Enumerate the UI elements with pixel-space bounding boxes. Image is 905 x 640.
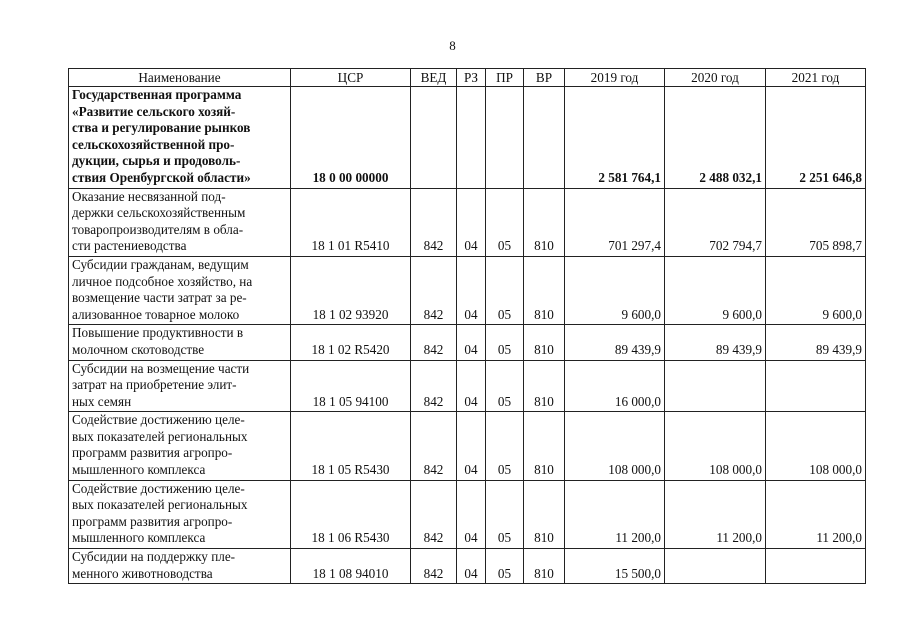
csr-cell: 18 0 00 00000 [291, 87, 411, 189]
program-name-line: менного животноводства [72, 565, 213, 581]
amount-2020-cell [665, 549, 766, 584]
amount-2021-cell [766, 549, 866, 584]
table-row [69, 188, 866, 256]
program-name-line: Повышение продуктивности в [72, 325, 244, 341]
amount-2020-cell: 89 439,9 [665, 325, 766, 360]
csr-cell: 18 1 01 R5410 [291, 188, 411, 256]
csr-cell: 18 1 06 R5430 [291, 480, 411, 548]
amount-2020-cell: 108 000,0 [665, 412, 766, 480]
vr-cell: 810 [524, 325, 565, 360]
ved-cell: 842 [411, 549, 457, 584]
table-row [69, 412, 866, 480]
program-name-line: ных семян [72, 393, 132, 409]
program-name-line: программ развития агропро- [72, 445, 233, 461]
pr-cell: 05 [486, 360, 524, 412]
vr-cell [524, 87, 565, 189]
amount-2021-cell: 108 000,0 [766, 412, 866, 480]
vr-cell: 810 [524, 360, 565, 412]
amount-2020-cell: 9 600,0 [665, 256, 766, 324]
csr-cell: 18 1 02 R5420 [291, 325, 411, 360]
vr-cell: 810 [524, 480, 565, 548]
program-name-line: держки сельскохозяйственным [72, 205, 246, 221]
program-name-cell [69, 480, 291, 548]
program-name-cell [69, 87, 291, 189]
header-2020: 2020 год [665, 69, 766, 87]
program-name-line: сти растениеводства [72, 238, 187, 254]
rz-cell: 04 [457, 480, 486, 548]
table-row [69, 549, 866, 584]
program-name-line: сельскохозяйственной про- [72, 136, 235, 152]
csr-cell: 18 1 08 94010 [291, 549, 411, 584]
amount-2021-cell: 89 439,9 [766, 325, 866, 360]
rz-cell: 04 [457, 256, 486, 324]
program-name-line: Субсидии гражданам, ведущим [72, 256, 249, 272]
rz-cell: 04 [457, 412, 486, 480]
program-name-line: ализованное товарное молоко [72, 306, 240, 322]
program-name-line: затрат на приобретение элит- [72, 377, 237, 393]
csr-cell: 18 1 05 R5430 [291, 412, 411, 480]
program-name-cell [69, 256, 291, 324]
amount-2021-cell [766, 360, 866, 412]
ved-cell: 842 [411, 256, 457, 324]
header-2019: 2019 год [565, 69, 665, 87]
amount-2019-cell: 9 600,0 [565, 256, 665, 324]
program-name-line: личное подсобное хозяйство, на [72, 273, 253, 289]
vr-cell: 810 [524, 188, 565, 256]
table-row [69, 360, 866, 412]
pr-cell: 05 [486, 325, 524, 360]
pr-cell: 05 [486, 549, 524, 584]
pr-cell: 05 [486, 480, 524, 548]
ved-cell: 842 [411, 360, 457, 412]
amount-2020-cell: 702 794,7 [665, 188, 766, 256]
table-row [69, 87, 866, 189]
program-name-line: молочном скотоводстве [72, 341, 205, 357]
program-name-line: «Развитие сельского хозяй- [72, 103, 236, 119]
header-pr: ПР [486, 69, 524, 87]
program-name-line: Содействие достижению целе- [72, 412, 245, 428]
program-name-line: программ развития агропро- [72, 513, 233, 529]
pr-cell: 05 [486, 412, 524, 480]
program-name-line: Оказание несвязанной под- [72, 188, 226, 204]
vr-cell: 810 [524, 412, 565, 480]
amount-2020-cell: 2 488 032,1 [665, 87, 766, 189]
csr-cell: 18 1 05 94100 [291, 360, 411, 412]
rz-cell: 04 [457, 188, 486, 256]
pr-cell [486, 87, 524, 189]
program-name-cell [69, 549, 291, 584]
table-row [69, 480, 866, 548]
rz-cell: 04 [457, 360, 486, 412]
program-name-line: вых показателей региональных [72, 497, 248, 513]
ved-cell: 842 [411, 412, 457, 480]
header-2021: 2021 год [766, 69, 866, 87]
amount-2019-cell: 108 000,0 [565, 412, 665, 480]
amount-2020-cell: 11 200,0 [665, 480, 766, 548]
vr-cell: 810 [524, 549, 565, 584]
header-csr: ЦСР [291, 69, 411, 87]
ved-cell: 842 [411, 325, 457, 360]
program-name-line: Содействие достижению целе- [72, 480, 245, 496]
ved-cell [411, 87, 457, 189]
amount-2019-cell: 15 500,0 [565, 549, 665, 584]
amount-2019-cell: 2 581 764,1 [565, 87, 665, 189]
rz-cell [457, 87, 486, 189]
program-name-line: мышленного комплекса [72, 462, 206, 478]
ved-cell: 842 [411, 480, 457, 548]
header-vr: ВР [524, 69, 565, 87]
table-row [69, 256, 866, 324]
amount-2021-cell: 705 898,7 [766, 188, 866, 256]
amount-2021-cell: 11 200,0 [766, 480, 866, 548]
program-name-line: ства и регулирование рынков [72, 120, 251, 136]
table-body [69, 87, 866, 584]
header-rz: РЗ [457, 69, 486, 87]
amount-2021-cell: 9 600,0 [766, 256, 866, 324]
program-name-cell [69, 325, 291, 360]
header-ved: ВЕД [411, 69, 457, 87]
amount-2020-cell [665, 360, 766, 412]
amount-2021-cell: 2 251 646,8 [766, 87, 866, 189]
program-name-line: Государственная программа [72, 87, 242, 102]
rz-cell: 04 [457, 549, 486, 584]
program-name-line: дукции, сырья и продоволь- [72, 153, 241, 169]
program-name-line: Субсидии на поддержку пле- [72, 549, 236, 565]
rz-cell: 04 [457, 325, 486, 360]
budget-table [68, 68, 866, 584]
program-name-cell [69, 188, 291, 256]
vr-cell: 810 [524, 256, 565, 324]
pr-cell: 05 [486, 256, 524, 324]
amount-2019-cell: 11 200,0 [565, 480, 665, 548]
csr-cell: 18 1 02 93920 [291, 256, 411, 324]
amount-2019-cell: 16 000,0 [565, 360, 665, 412]
program-name-line: возмещение части затрат за ре- [72, 290, 247, 306]
ved-cell: 842 [411, 188, 457, 256]
program-name-line: Субсидии на возмещение части [72, 360, 250, 376]
program-name-line: мышленного комплекса [72, 530, 206, 546]
program-name-line: ствия Оренбургской области» [72, 169, 251, 185]
program-name-line: товаропроизводителям в обла- [72, 221, 244, 237]
amount-2019-cell: 89 439,9 [565, 325, 665, 360]
header-name: Наименование [69, 69, 291, 87]
program-name-cell [69, 360, 291, 412]
program-name-cell [69, 412, 291, 480]
pr-cell: 05 [486, 188, 524, 256]
program-name-line: вых показателей региональных [72, 428, 248, 444]
table-row [69, 325, 866, 360]
amount-2019-cell: 701 297,4 [565, 188, 665, 256]
page-number: 8 [449, 38, 456, 53]
table-header-row [69, 69, 866, 87]
